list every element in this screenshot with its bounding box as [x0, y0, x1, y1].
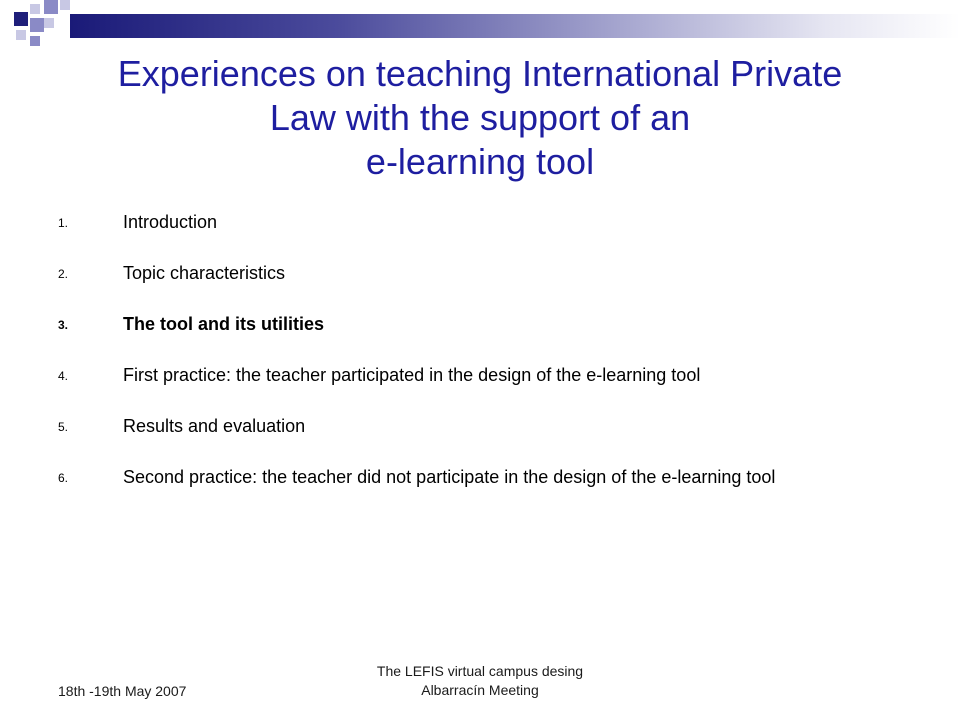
decor-square-light	[44, 18, 54, 28]
agenda-item-number: 4.	[58, 369, 69, 383]
agenda-item-current	[58, 310, 938, 361]
decor-square-light	[30, 4, 40, 14]
decor-square-light	[60, 0, 70, 10]
agenda-item-text: First practice: the teacher participated in the design of the e-learning tool	[123, 365, 701, 385]
agenda-item-number: 6.	[58, 471, 69, 485]
agenda-item	[58, 259, 938, 310]
agenda-item-text: The tool and its utilities	[123, 314, 325, 334]
footer-center-line: Albarracín Meeting	[421, 682, 539, 698]
title-line: e-learning tool	[365, 141, 595, 182]
agenda-item-number: 3.	[58, 318, 69, 332]
agenda-item	[58, 208, 938, 259]
header-gradient-bar	[70, 14, 960, 38]
decor-square-dark	[14, 12, 28, 26]
agenda-item-text: Introduction	[123, 212, 218, 232]
slide-title	[30, 52, 930, 184]
agenda-item-number: 2.	[58, 267, 69, 281]
agenda-item-text: Results and evaluation	[123, 416, 306, 436]
decor-square-mid	[30, 18, 44, 32]
agenda-item	[58, 361, 938, 412]
footer-date: 18th -19th May 2007	[58, 683, 187, 699]
agenda-item-number: 5.	[58, 420, 69, 434]
decor-square-light	[16, 30, 26, 40]
footer-center	[330, 662, 630, 700]
decor-square-mid	[30, 36, 40, 46]
agenda-item	[58, 463, 938, 514]
title-line: Law with the support of an	[269, 97, 691, 138]
agenda-item-text: Second practice: the teacher did not participate in the design of the e-learning tool	[123, 467, 776, 487]
title-line: Experiences on teaching International Private	[117, 53, 843, 94]
decor-square-mid	[44, 0, 58, 14]
agenda-list	[58, 208, 938, 514]
agenda-item	[58, 412, 938, 463]
agenda-item-number: 1.	[58, 216, 69, 230]
footer-center-line: The LEFIS virtual campus desing	[376, 663, 584, 679]
agenda-item-text: Topic characteristics	[123, 263, 286, 283]
